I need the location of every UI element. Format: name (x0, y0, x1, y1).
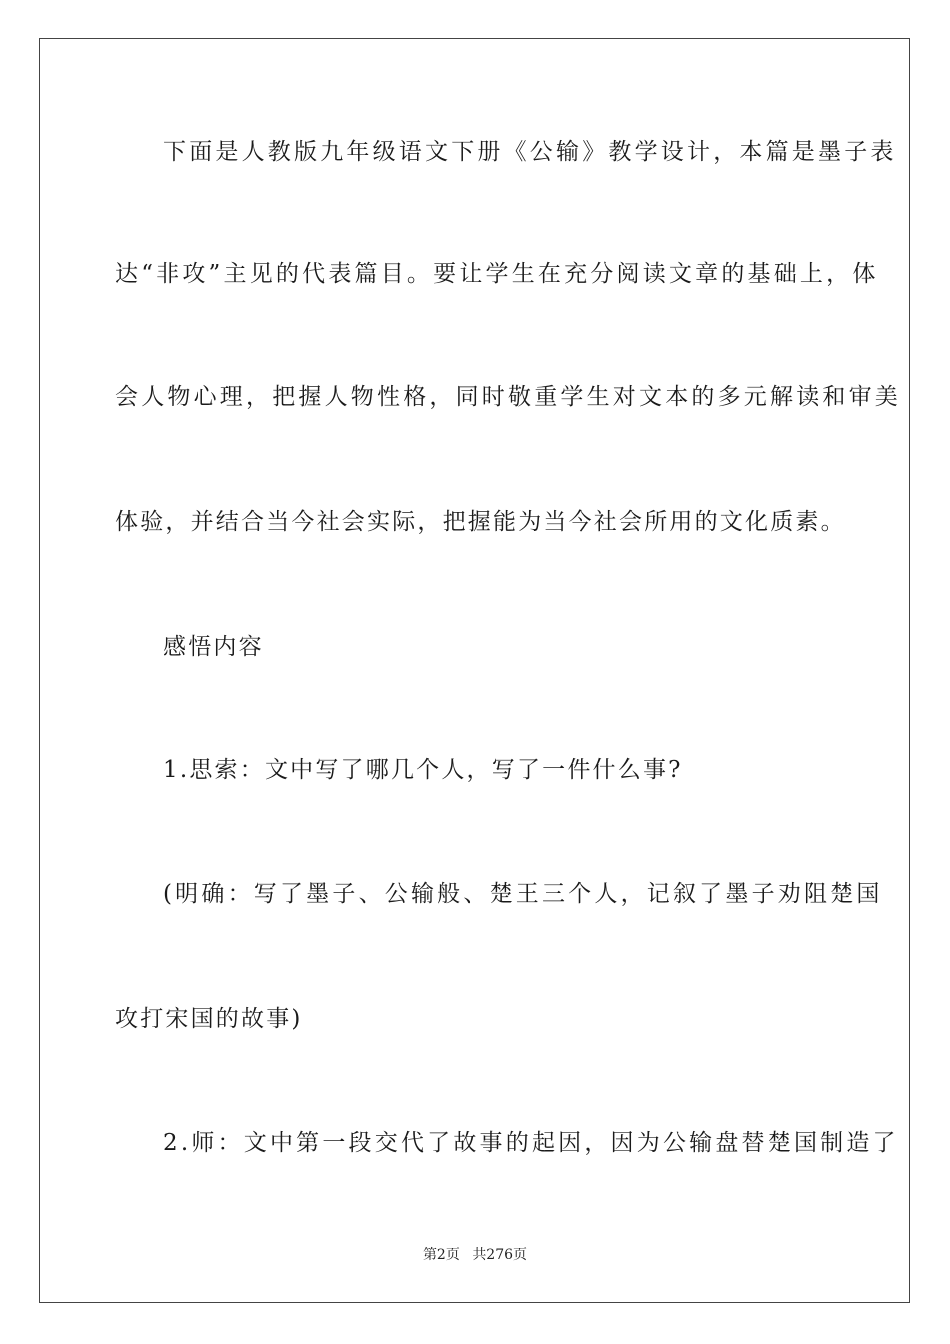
paragraph-1-line-1: 下面是人教版九年级语文下册《公输》教学设计，本篇是墨子表 (163, 139, 897, 165)
item-1-answer-line-2: 攻打宋国的故事) (115, 1006, 303, 1032)
paragraph-1-line-3: 会人物心理，把握人物性格，同时敬重学生对文本的多元解读和审美 (115, 384, 901, 410)
item-1-answer-line-1: (明确：写了墨子、公输般、楚王三个人，记叙了墨子劝阻楚国 (163, 881, 883, 907)
paragraph-1-line-4: 体验，并结合当今社会实际，把握能为当今社会所用的文化质素。 (115, 509, 846, 535)
section-heading: 感悟内容 (163, 634, 264, 660)
page-number: 第2页 (422, 1247, 460, 1263)
item-2-line-1: 2.师：文中第一段交代了故事的起因，因为公输盘替楚国制造了 (163, 1130, 899, 1156)
paragraph-1-line-2: 达“非攻”主见的代表篇目。要让学生在充分阅读文章的基础上，体 (115, 261, 879, 287)
item-1-question: 1.思索：文中写了哪几个人，写了一件什么事? (163, 757, 683, 783)
page-border (39, 38, 910, 1303)
page-footer (0, 1244, 950, 1264)
page-total: 共276页 (472, 1247, 528, 1263)
